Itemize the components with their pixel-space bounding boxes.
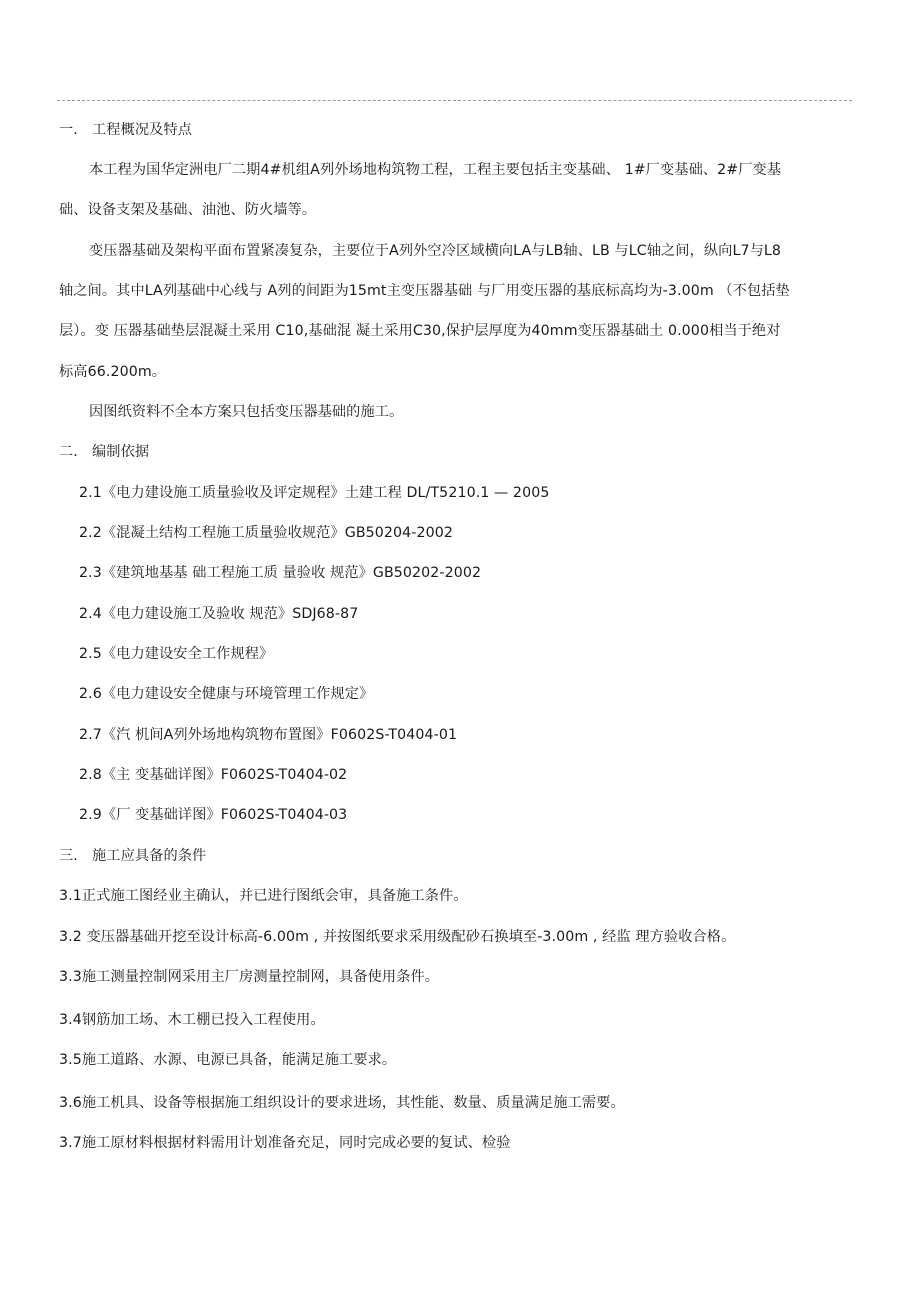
reference-item: 2.5《电力建设安全工作规程》 xyxy=(79,646,274,662)
condition-item: 3.6施工机具、设备等根据施工组织设计的要求进场，其性能、数量、质量满足施工需要。 xyxy=(59,1095,625,1111)
paragraph-line: 础、设备支架及基础、油池、防火墙等。 xyxy=(59,202,317,218)
section-2-heading xyxy=(59,442,149,462)
condition-item: 3.1正式施工图经业主确认，并已进行图纸会审，具备施工条件。 xyxy=(59,888,468,904)
reference-item: 2.4《电力建设施工及验收 规范》SDJ68-87 xyxy=(79,606,359,622)
reference-item: 2.7《汽 机间A列外场地构筑物布置图》F0602S-T0404-01 xyxy=(79,727,458,743)
reference-item: 2.6《电力建设安全健康与环境管理工作规定》 xyxy=(79,686,374,702)
reference-item: 2.8《主 变基础详图》F0602S-T0404-02 xyxy=(79,767,348,783)
section-title: 编制依据 xyxy=(92,444,150,460)
paragraph-line: 轴之间。其中LA列基础中心线与 A列的间距为15mt主变压器基础 与厂用变压器的基底标高均为-3.00m （不包括垫 xyxy=(59,283,790,299)
paragraph-line: 本工程为国华定洲电厂二期4#机组A列外场地构筑物工程，工程主要包括主变基础、 1#厂变基础、2#厂变基 xyxy=(89,162,782,178)
section-3-heading xyxy=(59,846,206,866)
section-number: 一. xyxy=(59,122,78,138)
reference-item: 2.3《建筑地基基 础工程施工质 量验收 规范》GB50202-2002 xyxy=(79,565,482,581)
reference-item: 2.2《混凝土结构工程施工质量验收规范》GB50204-2002 xyxy=(79,525,454,541)
condition-item: 3.3施工测量控制网采用主厂房测量控制网，具备使用条件。 xyxy=(59,969,440,985)
section-title: 工程概况及特点 xyxy=(92,122,193,138)
section-title: 施工应具备的条件 xyxy=(92,848,207,864)
section-number: 二. xyxy=(59,444,78,460)
section-1-heading xyxy=(59,120,192,140)
paragraph-line: 层）。变 压器基础垫层混凝土采用 C10,基础混 凝土采用C30,保护层厚度为40mm变压器基础土 0.000相当于绝对 xyxy=(59,323,781,339)
condition-item: 3.4钢筋加工场、木工棚已投入工程使用。 xyxy=(59,1012,325,1028)
condition-item: 3.7施工原材料根据材料需用计划准备充足，同时完成必要的复试、检验 xyxy=(59,1135,511,1151)
section-number: 三. xyxy=(59,848,78,864)
paragraph-line: 变压器基础及架构平面布置紧凑复杂，主要位于A列外空冷区域横向LA与LB轴、LB 与LC轴之间，纵向L7与L8 xyxy=(89,243,782,259)
reference-item: 2.1《电力建设施工质量验收及评定规程》土建工程 DL/T5210.1 — 2005 xyxy=(79,485,550,501)
condition-item: 3.5施工道路、水源、电源已具备，能满足施工要求。 xyxy=(59,1052,397,1068)
header-rule xyxy=(57,100,852,101)
condition-item: 3.2 变压器基础开挖至设计标高-6.00m , 并按图纸要求采用级配砂石换填至-3.00m , 经监 理方验收合格。 xyxy=(59,929,736,945)
reference-item: 2.9《厂 变基础详图》F0602S-T0404-03 xyxy=(79,807,348,823)
paragraph-line: 因图纸资料不全本方案只包括变压器基础的施工。 xyxy=(89,404,404,420)
paragraph-line: 标高66.200m。 xyxy=(59,364,167,380)
